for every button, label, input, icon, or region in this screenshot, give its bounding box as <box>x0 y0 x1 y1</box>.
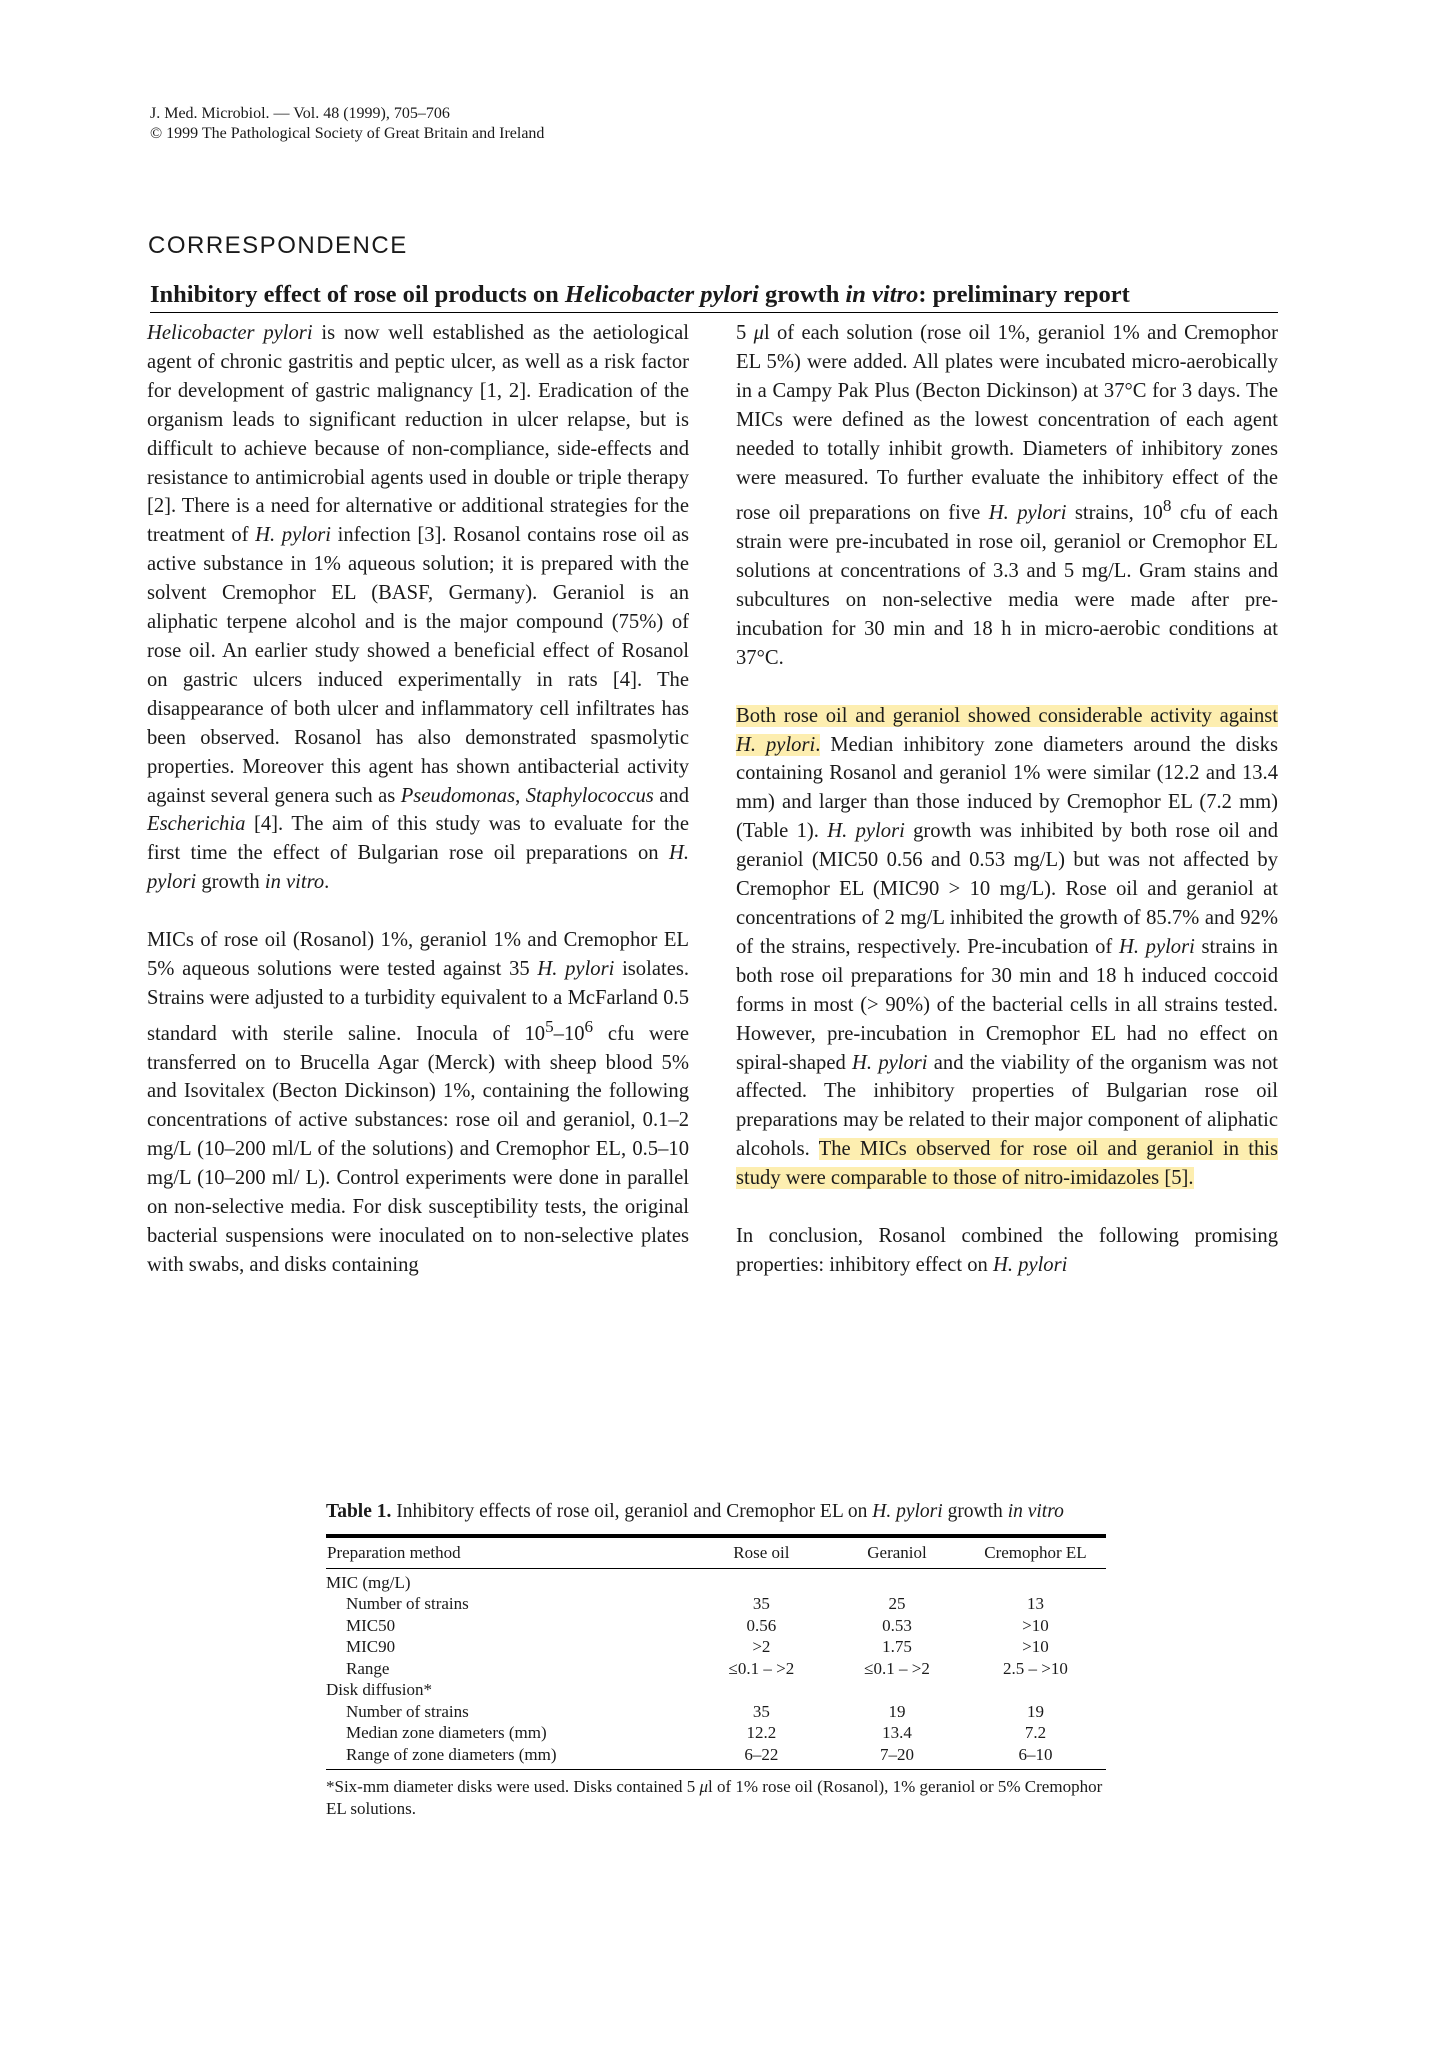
row-label: Disk diffusion* <box>326 1680 432 1699</box>
results-table <box>326 1534 1106 1770</box>
table-cell: 7–20 <box>829 1744 965 1770</box>
table-row <box>326 1658 1106 1680</box>
header-cremophor-el: Cremophor EL <box>965 1538 1106 1569</box>
row-label: Number of strains <box>346 1594 469 1613</box>
row-label: Range <box>346 1658 390 1678</box>
table-footnote: *Six-mm diameter disks were used. Disks contained 5 μl of 1% rose oil (Rosanol), 1% geraniol or 5% Cremophor EL solutions. <box>326 1777 1103 1818</box>
title-organism: Helicobacter pylori <box>564 281 759 308</box>
table-row <box>326 1636 1106 1658</box>
table-row <box>326 1615 1106 1637</box>
title-in-vitro: in vitro <box>845 281 919 308</box>
table-cell: 19 <box>1026 1701 1044 1721</box>
table-caption-label: Table 1. <box>326 1501 392 1522</box>
left-column <box>147 319 689 1309</box>
table-cell: 2.5 – >10 <box>1003 1658 1068 1678</box>
table-cell: >10 <box>1022 1637 1049 1656</box>
table-cell <box>965 1568 1106 1593</box>
table-cell: 19 <box>888 1701 906 1721</box>
table-row <box>326 1593 1106 1615</box>
table-1 <box>326 1500 1106 1820</box>
table-row <box>326 1701 1106 1723</box>
table-cell: 13.4 <box>882 1723 912 1742</box>
table-cell <box>694 1568 829 1593</box>
table-cell: 0.56 <box>746 1615 777 1635</box>
header-preparation-method: Preparation method <box>326 1538 694 1569</box>
paragraph-results: Both rose oil and geraniol showed considerable activity against H. pylori. Median inhibitory zone diameters around the disks containing Rosanol and geraniol 1% were similar (12.2 and 13.4 mm) and larger than those induced by Cremophor EL (7.2 mm) (Table 1). H. pylori growth was inhibited by both rose oil and geraniol (MIC50 0.56 and 0.53 mg/L) but was not affected by Cremophor EL (MIC90 > 10 mg/L). Rose oil and geraniol at concentrations of 2 mg/L inhibited the growth of 85.7% and 92% of the strains, respectively. Pre-incubation of H. pylori strains in both rose oil preparations for 30 min and 18 h induced coccoid forms in most (> 90%) of the bacterial cells in all strains tested. However, pre-incubation in Cremophor EL had no effect on spiral-shaped H. pylori and the viability of the organism was not affected. The inhibitory properties of Bulgarian rose oil preparations may be related to their major component of aliphatic alcohols. The MICs observed for rose oil and geraniol in this study were comparable to those of nitro-imidazoles [5]. <box>736 704 1278 1190</box>
table-cell <box>829 1679 965 1701</box>
table-body <box>326 1568 1106 1770</box>
paragraph-intro: Helicobacter pylori is now well established as the aetiological agent of chronic gastritis and peptic ulcer, as well as a risk factor for development of gastric malignancy [1, 2]. Eradication of the organism leads to significant reduction in ulcer relapse, but is difficult to achieve because of non-compliance, side-effects and resistance to antimicrobial agents used in double or triple therapy [2]. There is a need for alternative or additional strategies for the treatment of H. pylori infection [3]. Rosanol contains rose oil as active substance in 1% aqueous solution; it is prepared with the solvent Cremophor EL (BASF, Germany). Geraniol is an aliphatic terpene alcohol and is the major compound (75%) of rose oil. An earlier study showed a beneficial effect of Rosanol on gastric ulcers induced experimentally in rats [4]. The disappearance of both ulcer and inflammatory cell infiltrates has been observed. Rosanol has also demonstrated spasmolytic properties. Moreover this agent has shown antibacterial activity against several genera such as Pseudomonas, Staphylococcus and Escherichia [4]. The aim of this study was to evaluate for the first time the effect of Bulgarian rose oil preparations on H. pylori growth in vitro. <box>147 322 689 894</box>
journal-citation: J. Med. Microbiol. — Vol. 48 (1999), 705–706 <box>150 105 450 122</box>
table-cell: 0.53 <box>882 1615 912 1635</box>
right-column <box>736 319 1278 1309</box>
row-label: MIC50 <box>346 1615 396 1635</box>
paragraph-methods: MICs of rose oil (Rosanol) 1%, geraniol 1% and Cremophor EL 5% aqueous solutions were tested against 35 H. pylori isolates. Strains were adjusted to a turbidity equivalent to a McFarland 0.5 standard with sterile saline. Inocula of $10^5-10^6$ cfu were transferred on to Brucella Agar (Merck) with sheep blood 5% and Isovitalex (Becton Dickinson) 1%, containing the following concentrations of active substances: rose oil and geraniol, 0.1–2 mg/L (10–200 ml/L of the solutions) and Cremophor EL, 0.5–10 mg/L (10–200 ml/ L). Control experiments were done in parallel on non-selective media. For disk susceptibility tests, the original bacterial suspensions were inoculated on to non-selective plates with swabs, and disks containing <box>147 929 689 1276</box>
table-row <box>326 1679 1106 1701</box>
table-caption <box>326 1500 1106 1524</box>
paragraph-methods-cont: 5 μl of each solution (rose oil 1%, geraniol 1% and Cremophor EL 5%) were added. All plates were incubated micro-aerobically in a Campy Pak Plus (Becton Dickinson) at 37°C for 3 days. The MICs were defined as the lowest concentration of each agent needed to totally inhibit growth. Diameters of inhibitory zones were measured. To further evaluate the inhibitory effect of the rose oil preparations on five H. pylori strains, $10^8$ cfu of each strain were pre-incubated in rose oil, geraniol or Cremophor EL solutions at concentrations of 3.3 and 5 mg/L. Gram stains and subcultures on non-selective media were made after pre-incubation for 30 min and 18 h in micro-aerobic conditions at 37°C. <box>736 322 1278 669</box>
table-cell: >10 <box>1022 1615 1049 1635</box>
table-cell: 35 <box>752 1594 770 1613</box>
title-text-3: : preliminary report <box>918 281 1130 308</box>
row-label: Range of zone diameters (mm) <box>326 1744 694 1770</box>
table-cell: 1.75 <box>882 1637 912 1656</box>
header-rose-oil: Rose oil <box>694 1538 829 1569</box>
table-row <box>326 1568 1106 1593</box>
table-cell <box>694 1679 829 1701</box>
journal-header <box>150 104 544 144</box>
table-cell: 12.2 <box>746 1723 777 1742</box>
row-label: MIC (mg/L) <box>326 1572 411 1592</box>
table-row <box>326 1722 1106 1744</box>
row-label: MIC90 <box>346 1637 396 1656</box>
table-cell: ≤0.1 – >2 <box>728 1658 795 1678</box>
table-cell: 7.2 <box>1024 1723 1047 1742</box>
table-cell <box>829 1568 965 1593</box>
table-cell: 35 <box>752 1701 770 1721</box>
section-label: CORRESPONDENCE <box>148 232 408 259</box>
table-cell: 6–10 <box>965 1744 1106 1770</box>
table-caption-text: Inhibitory effects of rose oil, geraniol and Cremophor EL on H. pylori growth in vitro <box>391 1501 1064 1522</box>
row-label: Number of strains <box>346 1701 469 1721</box>
paragraph-conclusion: In conclusion, Rosanol combined the following promising properties: inhibitory effect on H. pylori <box>736 1224 1278 1276</box>
table-cell: 13 <box>1026 1594 1044 1613</box>
table-cell: 6–22 <box>694 1744 829 1770</box>
header-geraniol: Geraniol <box>829 1538 965 1569</box>
article-title <box>150 281 1278 313</box>
title-text-2: growth <box>758 281 846 308</box>
table-cell: >2 <box>752 1637 771 1656</box>
table-cell: ≤0.1 – >2 <box>864 1658 930 1678</box>
title-text-1: Inhibitory effect of rose oil products on <box>150 281 565 308</box>
table-cell <box>965 1679 1106 1701</box>
journal-copyright: © 1999 The Pathological Society of Great Britain and Ireland <box>150 125 545 142</box>
table-header-row <box>326 1538 1106 1569</box>
table-cell: 25 <box>888 1594 906 1613</box>
row-label: Median zone diameters (mm) <box>346 1723 547 1742</box>
table-row <box>326 1744 1106 1770</box>
